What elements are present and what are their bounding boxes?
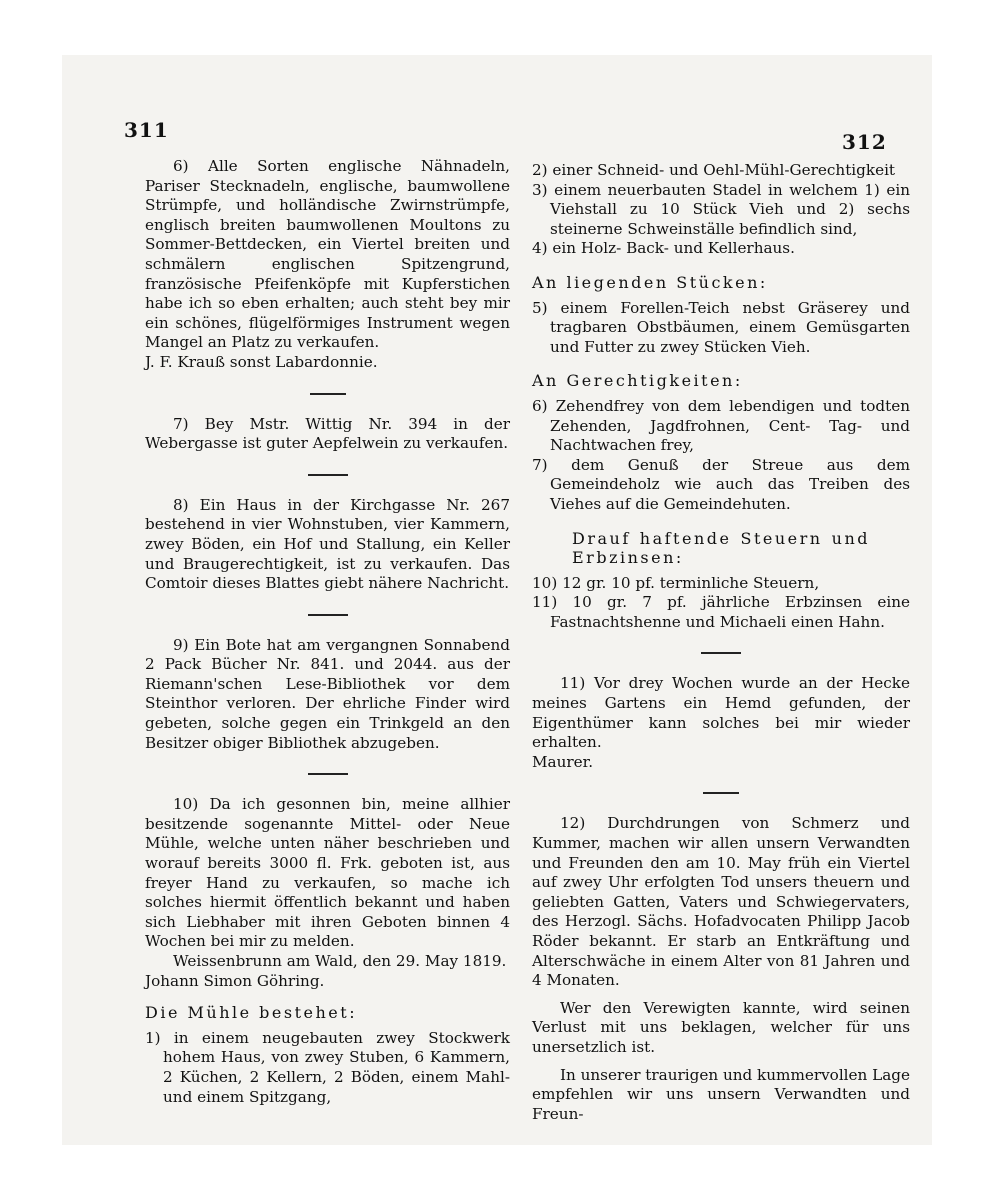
left-column — [145, 157, 510, 1107]
ad-12-text: 12) Durchdrungen von Schmerz und Kummer, machen wir allen unsern Verwandten und Freunden den am 10. May früh ein Viertel auf zwey Uhr erfolgten Tod unsers theuern und geliebten Gatten, Vaters und Schwiegervaters, des Herzogl. Sächs. Hofadvocaten Philipp Jacob Röder bekannt. Er starb an Entkräftung und Alterschwäche in einem Alter von 81 Jahren und 4 Monaten. — [532, 814, 910, 990]
mill-item-5: 5) einem Forellen-Teich nebst Gräserey und tragbaren Obstbäumen, einem Gemüsgarten und Futter zu zwey Stücken Vieh. — [532, 298, 910, 356]
ad-6-text: 6) Alle Sorten englische Nähnadeln, Pariser Stecknadeln, englische, baumwollene Strümpfe, und holländische Zwirnstrümpfe, englisch breiten baumwollenen Moultons zu Sommer-Bettdecken, ein Viertel breiten und schmälern englischen Spitzengrund, französische Pfeifenköpfe mit Kupferstichen habe ich so eben erhalten; auch steht bey mir ein schönes, flügelförmiges Instrument wegen Mangel an Platz zu verkaufen. — [145, 157, 510, 352]
ad-12-paragraph-3: In unserer traurigen und kummervollen Lage empfehlen wir uns unsern Verwandten und Freun- — [532, 1065, 910, 1123]
mill-item-2: 2) einer Schneid- und Oehl-Mühl-Gerechtigkeit — [532, 161, 896, 179]
rights-heading: An Gerechtigkeiten: — [532, 371, 743, 391]
mill-heading: Die Mühle bestehet: — [145, 1003, 358, 1023]
book-spread — [62, 55, 932, 1145]
ad-6-signature: J. F. Krauß sonst Labardonnie. — [145, 352, 378, 371]
tax-item-10: 10) 12 gr. 10 pf. terminliche Steuern, — [532, 573, 820, 592]
mill-item-7: 7) dem Genuß der Streue aus dem Gemeindeholz wie auch das Treiben des Viehes auf die Gemeindehuten. — [532, 455, 910, 513]
mill-item-3: 3) einem neuerbauten Stadel in welchem 1) ein Viehstall zu 10 Stück Vieh und 2) sechs steinerne Schweinställe befindlich sind, — [532, 180, 910, 238]
page-number-left: 311 — [124, 118, 169, 142]
ad-10-place-date: Weissenbrunn am Wald, den 29. May 1819. — [173, 952, 507, 970]
mill-item-1: 1) in einem neugebauten zwey Stockwerk hohem Haus, von zwey Stuben, 6 Kammern, 2 Küchen, 2 Kellern, 2 Böden, einem Mahl- und einem Spitzgang, — [145, 1028, 510, 1106]
tax-item-11: 11) 10 gr. 7 pf. jährliche Erbzinsen eine Fastnachtshenne und Michaeli einen Hahn. — [532, 593, 910, 631]
ad-8-text: 8) Ein Haus in der Kirchgasse Nr. 267 bestehend in vier Wohnstuben, vier Kammern, zwey Böden, ein Hof und Stallung, ein Keller und Braugerechtigkeit, ist zu verkaufen. Das Comtoir dieses Blattes giebt nähere Nachricht. — [145, 495, 510, 593]
ad-10-signature: Johann Simon Göhring. — [145, 971, 325, 990]
ad-10-text: 10) Da ich gesonnen bin, meine allhier besitzende sogenannte Mittel- oder Neue Mühle, welche unten näher beschrieben und worauf bereits 3000 fl. Frk. geboten ist, aus freyer Hand zu verkaufen, so mache ich solches hiermit öffentlich bekannt und haben sich Liebhaber mit ihren Geboten binnen 4 Wochen bei mir zu melden. — [145, 795, 510, 951]
ad-11-text: 11) Vor drey Wochen wurde an der Hecke meines Gartens ein Hemd gefunden, der Eigenthümer kann solches bei mir wieder erhalten. — [532, 674, 910, 752]
ad-9-text: 9) Ein Bote hat am vergangnen Sonnabend 2 Pack Bücher Nr. 841. und 2044. aus der Riemann'schen Lese-Bibliothek vor dem Steinthor verloren. Der ehrliche Finder wird gebeten, solche gegen ein Trinkgeld an den Besitzer obiger Bibliothek abzugeben. — [145, 635, 510, 752]
ad-7-text: 7) Bey Mstr. Wittig Nr. 394 in der Webergasse ist guter Aepfelwein zu verkaufen. — [145, 414, 510, 453]
mill-item-4: 4) ein Holz- Back- und Kellerhaus. — [532, 239, 795, 258]
taxes-heading: Drauf haftende Steuern und Erbzinsen: — [572, 528, 870, 568]
mill-item-6: 6) Zehendfrey von dem lebendigen und todten Zehenden, Jagdfrohnen, Cent- Tag- und Nachtwachen frey, — [532, 396, 910, 455]
ad-11-signature: Maurer. — [532, 752, 594, 771]
ad-12-paragraph-2: Wer den Verewigten kannte, wird seinen Verlust mit uns beklagen, welcher für uns unersetzlich ist. — [532, 998, 910, 1056]
page-number-right: 312 — [842, 130, 887, 154]
land-heading: An liegenden Stücken: — [532, 272, 768, 292]
right-column — [532, 161, 910, 1124]
